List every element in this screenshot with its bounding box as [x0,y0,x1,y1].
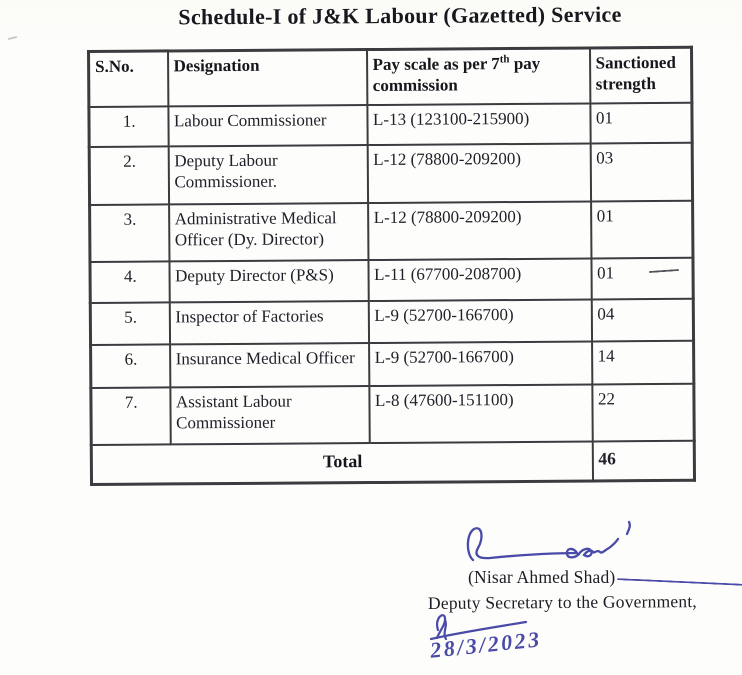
header-designation: Designation [168,50,367,106]
cell-pay-scale: L-8 (47600-151100) [369,384,592,443]
cell-sno: 7. [91,387,170,445]
table-row [91,340,694,387]
stray-pen-mark [8,36,17,40]
cell-sno: 1. [89,106,168,147]
cell-designation: Administrative Medical Officer (Dy. Director) [169,203,368,261]
total-value: 46 [592,440,694,481]
cell-sno: 5. [90,302,169,345]
cell-pay-scale: L-9 (52700-166700) [369,341,592,386]
cell-strength: 14 [592,340,694,384]
pay-header-text-suffix: pay commission [372,53,541,96]
cell-pay-scale: L-12 (78800-209200) [368,201,591,260]
table-row [90,200,693,261]
table-row [91,383,694,444]
pay-header-text: Pay scale as per 7 [372,54,500,75]
signatory-name: (Nisar Ahmed Shad) [468,567,616,587]
cell-strength: 01 [590,102,692,143]
handwritten-date: 28/3/2023 [428,626,543,663]
cell-designation: Deputy Director (P&S) [169,260,368,302]
table-row [89,142,692,204]
header-pay-scale [367,48,590,105]
cell-designation: Assistant Labour Commissioner [170,386,369,444]
cell-designation: Inspector of Factories [169,301,368,344]
cell-designation: Deputy Labour Commissioner. [168,145,367,204]
cell-designation: Insurance Medical Officer [170,343,369,387]
total-label: Total [91,441,592,484]
document-title: Schedule-I of J&K Labour (Gazetted) Service [178,1,622,30]
header-sno: S.No. [89,51,168,107]
cell-sno: 3. [90,204,169,262]
cell-pay-scale: L-11 (67700-208700) [368,258,591,301]
cell-strength: 01 [591,200,693,258]
signatory-title: Deputy Secretary to the Government, [427,591,698,613]
cell-pay-scale: L-9 (52700-166700) [368,299,591,343]
cell-pay-scale: L-13 (123100-215900) [367,103,590,145]
pay-header-superscript: th [499,53,510,66]
cell-sno: 4. [90,261,169,303]
cell-strength: 01 [591,257,693,299]
schedule-table [87,46,696,486]
cell-sno: 6. [91,344,170,388]
table-total-row [91,440,694,484]
cell-strength: 22 [592,383,694,441]
table-header-row [89,47,692,106]
cell-designation: Labour Commissioner [168,105,367,146]
table-row [89,102,692,146]
cell-strength: 04 [591,298,693,341]
cell-sno: 2. [89,146,168,205]
signature-ink [463,518,641,572]
table-row [90,298,693,344]
cell-strength: 03 [590,142,692,201]
table-row [90,257,693,302]
signature-underline-ink [617,578,742,586]
cell-pay-scale: L-12 (78800-209200) [367,143,590,203]
header-sanctioned-strength: Sanctioned strength [589,47,691,103]
